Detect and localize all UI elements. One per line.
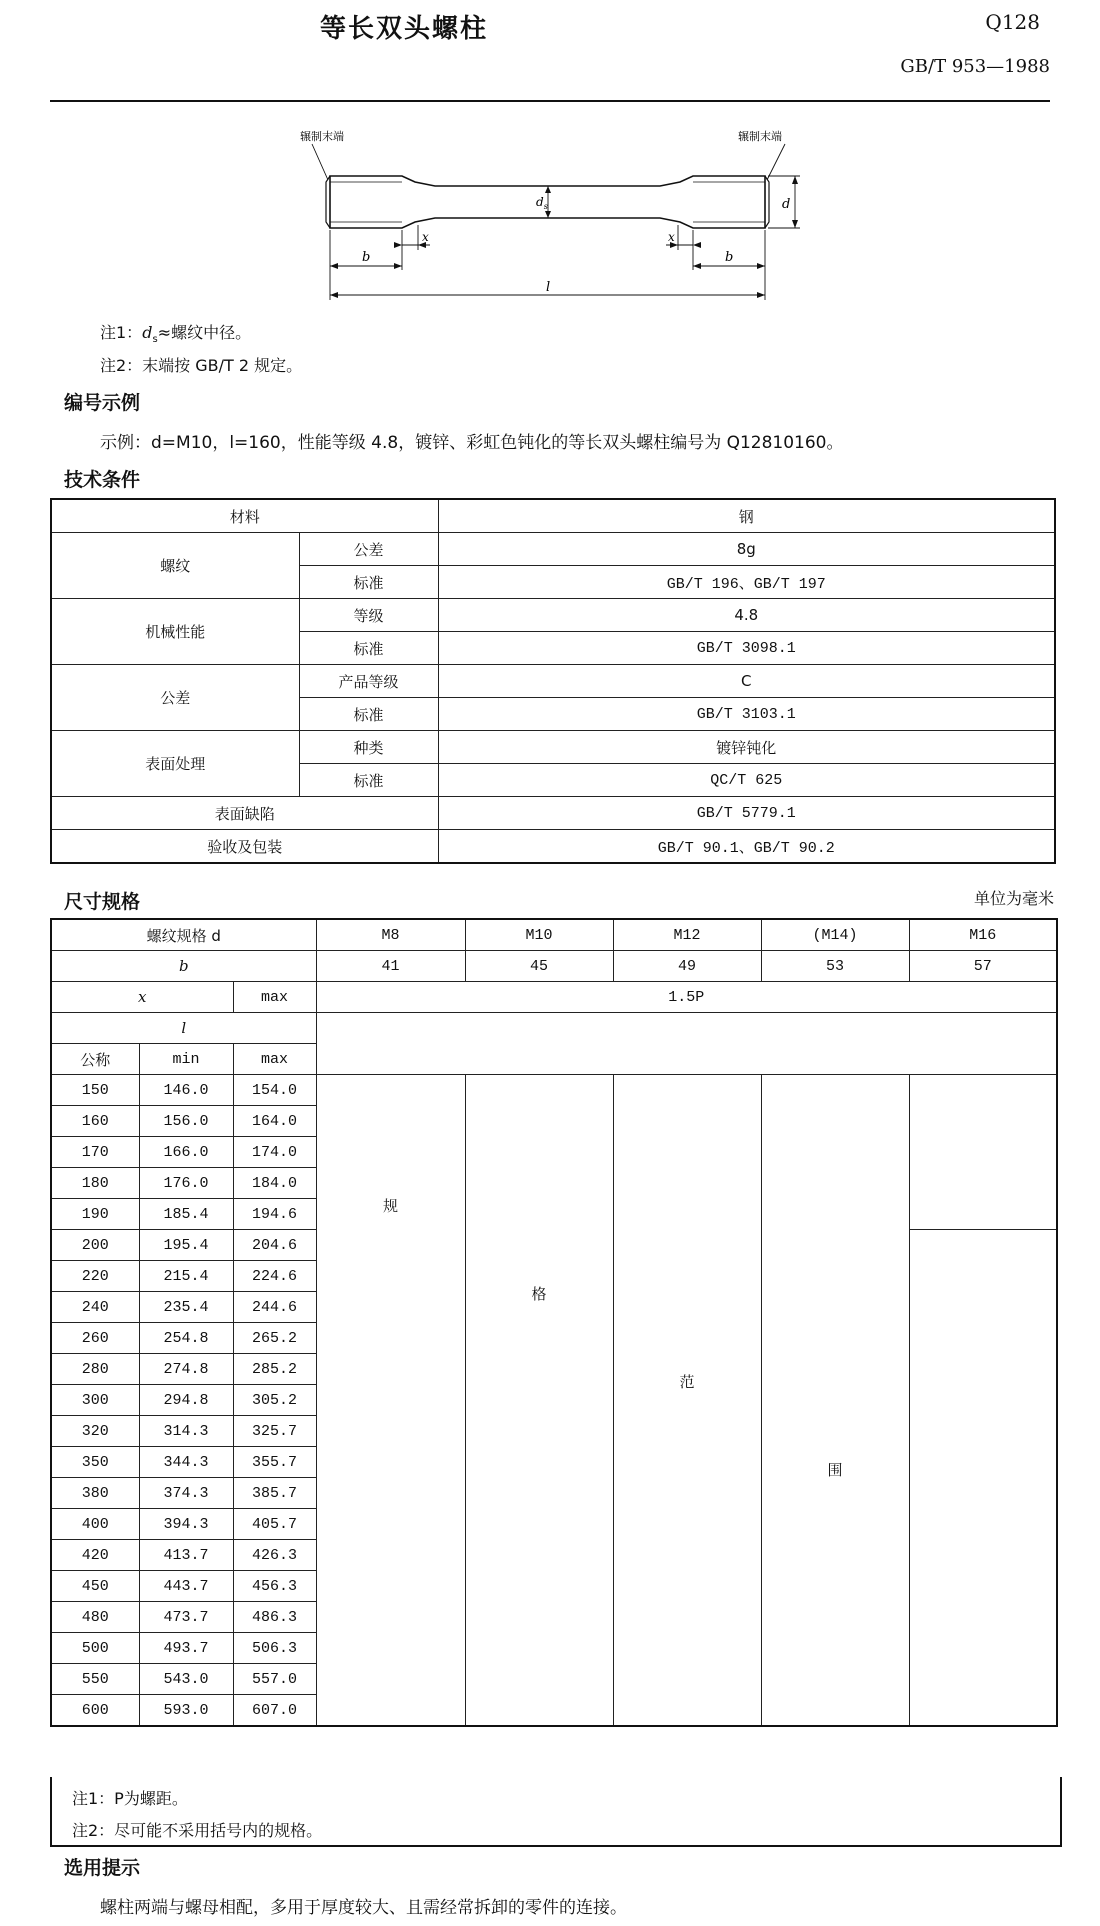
tech-thread: 螺纹 [51,533,299,599]
range-cell: 范 [613,1075,761,1727]
header-rule [50,100,1050,102]
dim-d: d [782,197,791,212]
table-row: 280 274.8 285.2 [51,1354,1057,1385]
m16-blank-bottom [909,1230,1057,1727]
dims-unit: 单位为毫米 [973,889,1054,908]
dim-l: l [546,280,551,295]
table-row: 190 185.4 194.6 [51,1199,1057,1230]
range-cell: 格 [465,1075,613,1727]
rolled-end-right-label: 辗制末端 [738,130,782,143]
x-value: 1.5P [316,982,1057,1013]
dims-foot-box [50,1777,1062,1847]
tech-material-label: 材料 [51,499,438,533]
selection-text: 螺柱两端与螺母相配，多用于厚度较大、且需经常拆卸的零件的连接。 [100,1898,627,1918]
stud-drawing [300,130,820,300]
page-code: Q128 [985,10,1040,34]
designation-example: 示例：d=M10，l=160，性能等级 4.8，镀锌、彩虹色钝化的等长双头螺柱编号为 Q12810160。 [100,433,844,453]
dims-heading: 尺寸规格 [64,891,141,913]
range-cell: 规 [316,1075,465,1727]
dims-foot-2: 注2：尽可能不采用括号内的规格。 [72,1821,323,1840]
table-row: 220 215.4 224.6 [51,1261,1057,1292]
page-title: 等长双头螺柱 [320,14,489,44]
table-row: 350 344.3 355.7 [51,1447,1057,1478]
table-row: 480 473.7 486.3 [51,1602,1057,1633]
spec-label: 螺纹规格 d [51,919,316,951]
table-row: 200 195.4 204.6 [51,1230,1057,1261]
tech-material-value: 钢 [438,499,1055,533]
dim-x-left: x [422,230,429,244]
table-row: 550 543.0 557.0 [51,1664,1057,1695]
table-row: 260 254.8 265.2 [51,1323,1057,1354]
table-row: 160 156.0 164.0 [51,1106,1057,1137]
m16-blank-top [909,1075,1057,1230]
dim-b-right: b [725,250,734,265]
tech-mech: 机械性能 [51,599,299,665]
table-row: 450 443.7 456.3 [51,1571,1057,1602]
range-cell: 围 [761,1075,909,1727]
selection-heading: 选用提示 [64,1857,141,1879]
note-2: 注2：末端按 GB/T 2 规定。 [100,356,303,375]
dims-foot-1: 注1：P为螺距。 [72,1789,188,1808]
dim-b-left: b [362,250,371,265]
table-row: 380 374.3 385.7 [51,1478,1057,1509]
table-row: 240 235.4 244.6 [51,1292,1057,1323]
tech-heading: 技术条件 [64,469,141,491]
designation-heading: 编号示例 [64,392,141,414]
table-row: 150 146.0 154.0 规 格 范 围 [51,1075,1057,1106]
rolled-end-left-label: 辗制末端 [300,130,344,143]
tech-tolerance: 公差 [51,665,299,731]
table-row: 170 166.0 174.0 [51,1137,1057,1168]
table-row: 300 294.8 305.2 [51,1385,1057,1416]
table-row: 320 314.3 325.7 [51,1416,1057,1447]
dim-x-right: x [668,230,675,244]
standard-number: GB/T 953—1988 [900,56,1050,77]
table-row: 420 413.7 426.3 [51,1540,1057,1571]
table-row: 600 593.0 607.0 [51,1695,1057,1727]
table-row: 180 176.0 184.0 [51,1168,1057,1199]
tech-table: 材料 钢 螺纹 公差 8g 标准 GB/T 196、GB/T 197 机械性能 等级 4.8 标准 GB/T 3098.1 公差 产品等级 C 标准 GB/T 3103.1 表面处理 种类 镀锌钝化 标准 QC/T 625 表面缺陷 GB/T 5779.1 验收及包装 GB/T 90.1、GB/T 90.2 [50,498,1056,864]
tech-surface: 表面处理 [51,731,299,797]
dim-ds: $d_s$ [536,195,548,211]
dims-table: 螺纹规格 d M8 M10 M12 (M14) M16 b 41 45 49 53 57 x max 1.5P l 公称 min max 150 146.0 154.0 规 格 范 围 160 156.0 164.0 170 166.0 174.0 180 176.0 184.0 190 185.4 194.6 200 195.4 204.6 220 215.4 224.6 240 235.4 244.6 260 254.8 265.2 280 274.8 285.2 300 294.8 305.2 320 314.3 325.7 350 344.3 355.7 380 374.3 385.7 400 394.3 405.7 420 413.7 426.3 450 443.7 456.3 480 473.7 486.3 500 493.7 506.3 550 543.0 557.0 600 593.0 607.0 [50,918,1058,1727]
note-1: 注1：$d_s\approx$螺纹中径。 [100,323,252,346]
table-row: 500 493.7 506.3 [51,1633,1057,1664]
table-row: 400 394.3 405.7 [51,1509,1057,1540]
